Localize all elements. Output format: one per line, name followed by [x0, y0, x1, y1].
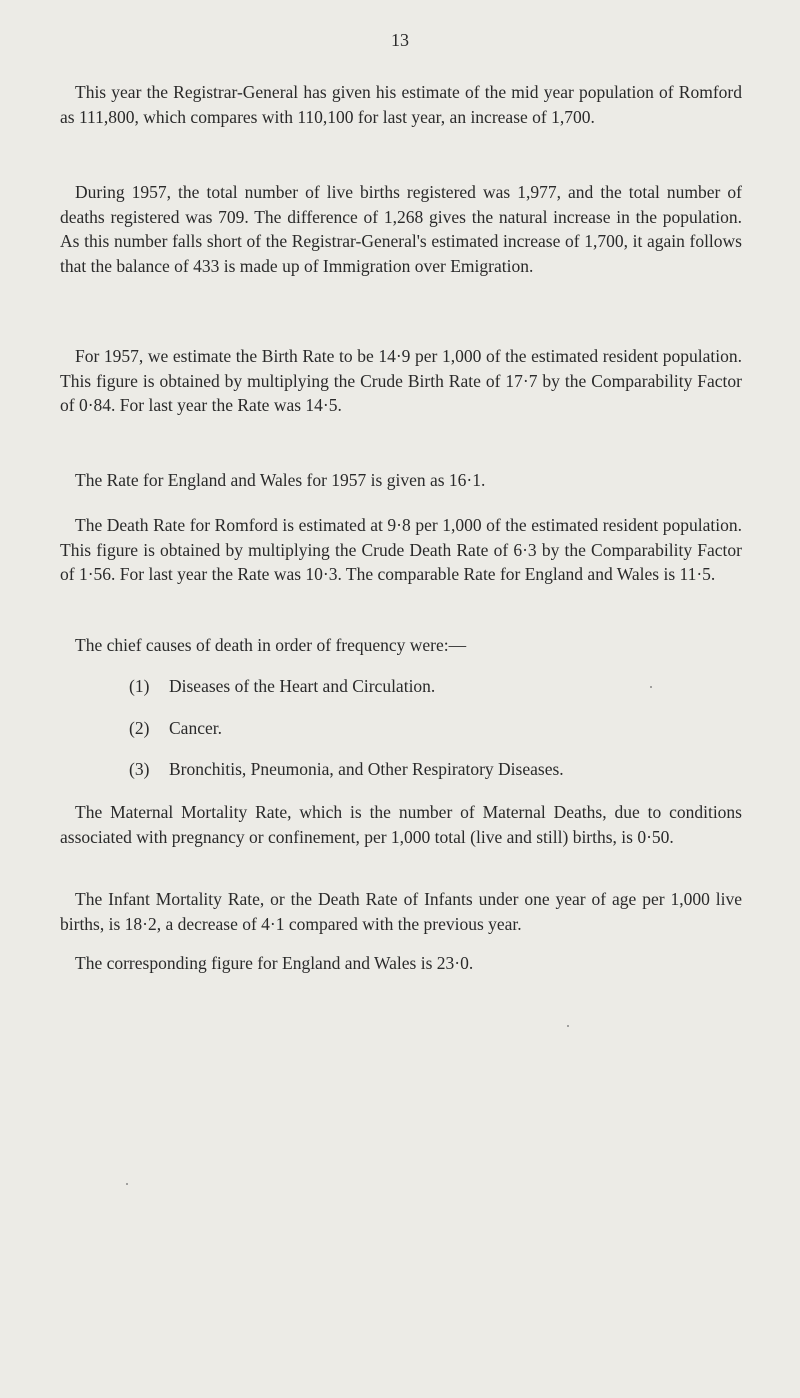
list-item	[129, 757, 749, 781]
paragraph-population-estimate: This year the Registrar-General has given his estimate of the mid year population of Romford as 111,800, which compares with 110,100 for last year, an increase of 1,700.	[60, 82, 742, 127]
paragraph-birth-rate: For 1957, we estimate the Birth Rate to be 14·9 per 1,000 of the estimated resident population. This figure is obtained by multiplying the Crude Birth Rate of 17·7 by the Comparability Factor of 0·84. For last year the Rate was 14·5.	[60, 346, 742, 416]
paragraph-england-wales-rate: The Rate for England and Wales for 1957 is given as 16·1.	[75, 470, 486, 490]
scan-speck	[650, 686, 652, 688]
list-item-text: Cancer.	[169, 718, 222, 738]
paragraph-causes-intro: The chief causes of death in order of frequency were:—	[75, 635, 467, 655]
list-item-text: Bronchitis, Pneumonia, and Other Respiratory Diseases.	[169, 759, 564, 779]
paragraph-corresponding-figure: The corresponding figure for England and Wales is 23·0.	[75, 953, 474, 973]
page-number: 13	[391, 30, 409, 50]
list-item-number: (1)	[129, 676, 150, 696]
scan-speck	[567, 1025, 569, 1027]
list-item-text: Diseases of the Heart and Circulation.	[169, 676, 436, 696]
list-item	[129, 674, 749, 698]
paragraph-death-rate: The Death Rate for Romford is estimated at 9·8 per 1,000 of the estimated resident population. This figure is obtained by multiplying the Crude Death Rate of 6·3 by the Comparability Factor of 1·56. For last year the Rate was 10·3. The comparable Rate for England and Wales is 11·5.	[60, 515, 742, 585]
paragraph-births-deaths: During 1957, the total number of live births registered was 1,977, and the total number of deaths registered was 709. The difference of 1,268 gives the natural increase in the population. As this number falls short of the Registrar-General's estimated increase of 1,700, it again follows that the balance of 433 is made up of Immigration over Emigration.	[60, 182, 742, 276]
list-item-number: (2)	[129, 718, 150, 738]
scan-speck	[126, 1183, 128, 1185]
paragraph-infant-mortality: The Infant Mortality Rate, or the Death Rate of Infants under one year of age per 1,000 live births, is 18·2, a decrease of 4·1 compared with the previous year.	[60, 889, 742, 934]
paragraph-maternal-mortality: The Maternal Mortality Rate, which is the number of Maternal Deaths, due to conditions associated with pregnancy or confinement, per 1,000 total (live and still) births, is 0·50.	[60, 802, 742, 847]
list-item	[129, 716, 749, 740]
list-item-number: (3)	[129, 759, 150, 779]
